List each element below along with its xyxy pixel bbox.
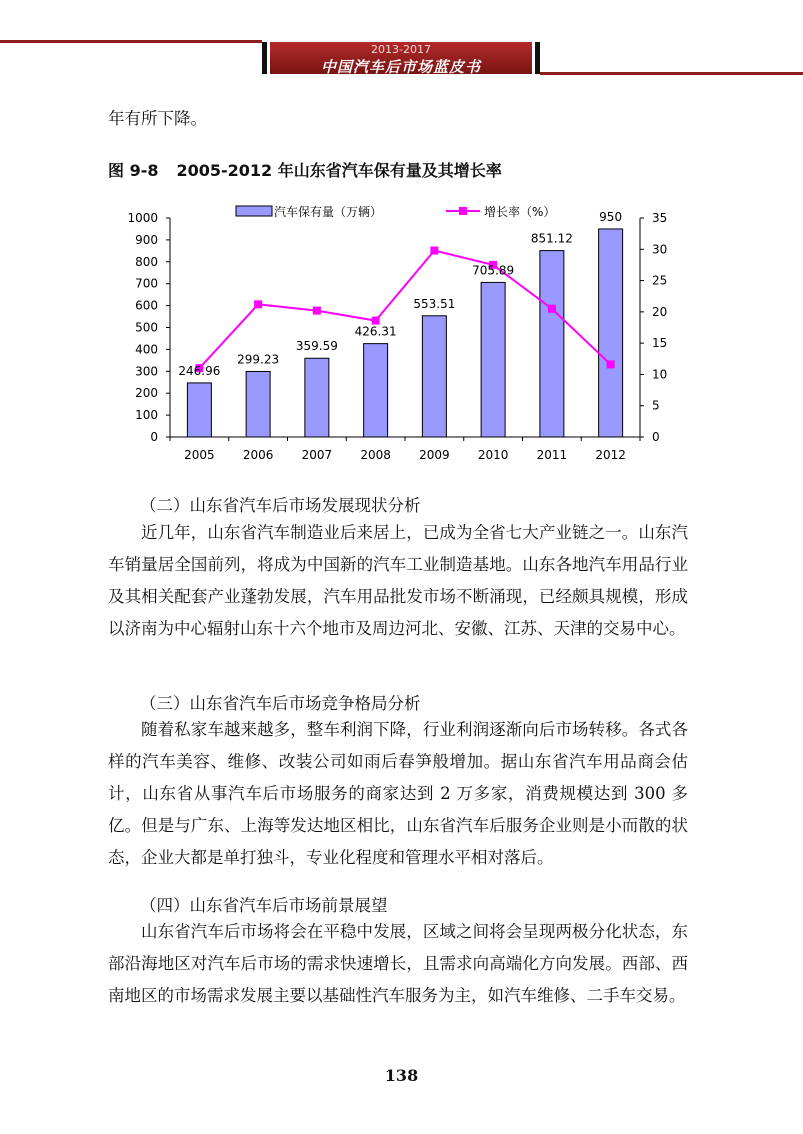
bar-data-label: 299.23	[237, 352, 280, 367]
right-tick-label: 20	[652, 304, 668, 319]
x-tick-label: 2008	[360, 448, 391, 462]
legend-label-bar: 汽车保有量（万辆）	[274, 205, 383, 219]
x-tick-label: 2006	[242, 448, 274, 462]
legend-swatch-marker	[459, 207, 467, 215]
legend-label-line: 增长率（%）	[484, 205, 556, 219]
left-tick-label: 400	[135, 342, 158, 357]
x-tick-label: 2012	[595, 448, 626, 462]
growth-marker	[372, 317, 380, 325]
figure-caption: 2005-2012 年山东省汽车保有量及其增长率	[176, 161, 502, 180]
header-bar-left	[262, 42, 267, 74]
bar	[599, 229, 623, 437]
bar	[246, 371, 270, 437]
left-tick-label: 700	[135, 276, 158, 291]
growth-marker	[254, 300, 262, 308]
growth-marker	[313, 307, 321, 315]
header-title: 中国汽车后市场蓝皮书	[320, 58, 481, 76]
header-banner	[270, 42, 532, 74]
left-tick-label: 300	[135, 364, 158, 379]
x-tick-label: 2010	[477, 448, 509, 462]
right-tick-label: 15	[652, 336, 668, 351]
right-tick-label: 25	[652, 273, 668, 288]
bar-data-label: 246.96	[178, 363, 221, 378]
section-heading: （四）山东省汽车后市场前景展望	[140, 896, 388, 915]
bar	[364, 344, 388, 437]
right-tick-label: 0	[652, 430, 660, 444]
right-tick-label: 30	[652, 242, 668, 257]
growth-marker	[430, 247, 438, 255]
header-years: 2013-2017	[371, 43, 431, 56]
left-tick-label: 100	[135, 408, 158, 423]
section-body: 山东省汽车后市场将会在平稳中发展，区域之间将会呈现两极分化状态，东部沿海地区对汽车后市场的需求快速增长，且需求向高端化方向发展。西部、西南地区的市场需求发展主要以基础性汽车服务为主，如汽车维修、二手车交易。	[108, 922, 688, 1005]
growth-marker	[548, 305, 556, 313]
left-tick-label: 800	[135, 254, 158, 269]
figure-title	[108, 158, 502, 181]
right-tick-label: 5	[652, 398, 660, 413]
bar-data-label: 359.59	[295, 339, 338, 354]
x-tick-label: 2011	[536, 448, 568, 462]
growth-marker	[607, 360, 615, 368]
section-heading: （三）山东省汽车后市场竞争格局分析	[140, 694, 421, 713]
figure-number: 图 9-8	[108, 161, 159, 180]
left-tick-label: 1000	[127, 211, 158, 225]
page-number: 138	[384, 1066, 419, 1085]
bar	[305, 358, 329, 437]
x-tick-label: 2007	[301, 448, 333, 462]
left-tick-label: 0	[150, 430, 158, 444]
x-tick-label: 2005	[184, 448, 215, 462]
x-tick-label: 2009	[419, 448, 450, 462]
header-rule-left	[0, 40, 262, 43]
section-body: 随着私家车越来越多，整车利润下降，行业利润逐渐向后市场转移。各式各样的汽车美容、维修、改装公司如雨后春笋般增加。据山东省汽车用品商会估计，山东省从事汽车后市场服务的商家达到 2 万多家，消费规模达到 300 多亿。但是与广东、上海等发达地区相比，山东省汽车后服务企业则是小而散的状态，企业大都是单打独斗，专业化程度和管理水平相对落后。	[108, 720, 688, 867]
bar	[187, 383, 211, 437]
bar-data-label: 426.31	[354, 324, 397, 339]
bar	[422, 316, 446, 437]
left-tick-label: 900	[135, 232, 158, 247]
bar	[481, 282, 505, 437]
left-tick-label: 200	[135, 386, 158, 401]
section-body: 近几年，山东省汽车制造业后来居上，已成为全省七大产业链之一。山东汽车销量居全国前列，将成为中国新的汽车工业制造基地。山东各地汽车用品行业及其相关配套产业蓬勃发展，汽车用品批发市场不断涌现，已经颇具规模，形成以济南为中心辐射山东十六个地市及周边河北、安徽、江苏、天津的交易中心。	[108, 523, 688, 638]
combo-chart	[108, 196, 688, 476]
intro-text: 年有所下降。	[108, 109, 207, 128]
bar	[540, 251, 564, 437]
left-tick-label: 500	[135, 320, 158, 335]
right-tick-label: 35	[652, 211, 668, 225]
bar-data-label: 851.12	[530, 231, 573, 246]
bar-data-label: 950	[599, 209, 623, 224]
right-tick-label: 10	[652, 367, 668, 382]
section-heading: （二）山东省汽车后市场发展现状分析	[140, 496, 421, 515]
legend-swatch-bar	[236, 206, 272, 216]
left-tick-label: 600	[135, 298, 158, 313]
header-bar-right	[535, 42, 540, 74]
bar-data-label: 553.51	[413, 296, 456, 311]
header-rule-right	[540, 72, 803, 75]
bar-data-label: 705.89	[472, 263, 515, 278]
